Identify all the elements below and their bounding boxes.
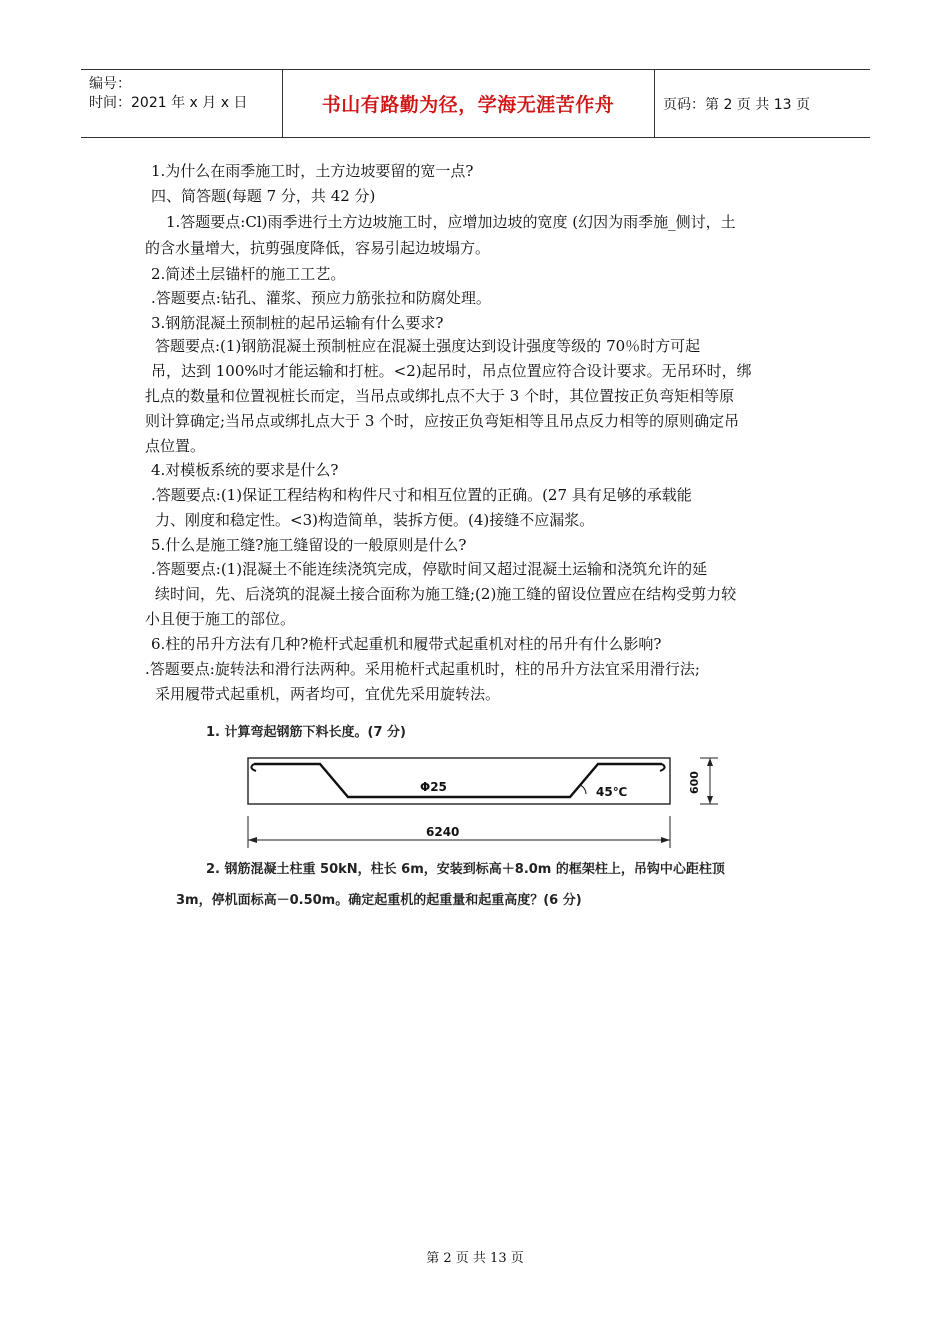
text-line: 续时间，先、后浇筑的混凝土接合面称为施工缝;(2)施工缝的留设位置应在结构受剪力较: [155, 585, 737, 603]
text-line: .答题要点:旋转法和滑行法两种。采用桅杆式起重机时，柱的吊升方法宜采用滑行法;: [145, 660, 700, 678]
text-line: 小且便于施工的部位。: [145, 610, 296, 628]
bent-rebar-diagram: [240, 750, 760, 855]
exam-question-1: 1. 计算弯起钢筋下料长度。(7 分): [206, 725, 406, 740]
height-dimension-label: 600: [688, 771, 701, 794]
page-footer: 第 2 页 共 13 页: [426, 1251, 524, 1266]
header-page-cell: [655, 70, 870, 137]
question-line: 4.对模板系统的要求是什么?: [151, 461, 339, 479]
question-line: 3.钢筋混凝土预制桩的起吊运输有什么要求?: [151, 314, 444, 332]
text-line: .答题要点:(1)混凝土不能连续浇筑完成，停歇时间又超过混凝土运输和浇筑允许的延: [151, 560, 708, 578]
page-header: [81, 69, 870, 138]
question-line: 5.什么是施工缝?施工缝留设的一般原则是什么?: [151, 536, 467, 554]
question-line: 2.简述土层锚杆的施工工艺。: [151, 265, 346, 283]
header-meta-cell: [81, 70, 283, 137]
text-line: 力、刚度和稳定性。<3)构造简单，装拆方便。(4)接缝不应漏浆。: [155, 511, 595, 529]
angle-arc: [580, 785, 586, 794]
text-line: 的含水量增大，抗剪强度降低，容易引起边坡塌方。: [145, 239, 491, 257]
text-line: 吊，达到 100%吋才能运输和打桩。<2)起吊时，吊点位置应符合设计要求。无吊环时，绑: [151, 362, 752, 380]
header-motto-cell: [282, 70, 655, 137]
text-line: 扎点的数量和位置视桩长而定，当吊点或绑扎点不大于 3 个时，其位置按正负弯矩相等原: [145, 387, 735, 405]
text-line: .答题要点:(1)保证工程结构和构件尺寸和相互位置的正确。(27 具有足够的承载能: [151, 486, 692, 504]
text-line: 答题要点:(1)钢筋混凝土预制桩应在混凝土强度达到设计强度等级的 70％时方可起: [155, 337, 701, 355]
exam-question-2-line-2: 3m，停机面标高－0.50m。确定起重机的起重量和起重高度？(6 分): [176, 893, 582, 908]
text-line: 1.答题要点:Cl)雨季进行土方边坡施工时，应增加边坡的宽度 (幻因为雨季施_侧讨，土: [166, 213, 736, 231]
text-line: 点位置。: [145, 437, 206, 455]
question-line: 6.柱的吊升方法有几种?桅杆式起重机和履带式起重机对柱的吊升有什么影响?: [151, 635, 662, 653]
exam-question-2-line-1: 2. 钢筋混凝土柱重 50kN，柱长 6m，安装到标高＋8.0m 的框架柱上，吊钩中心距柱顶: [206, 862, 725, 877]
text-line: 采用履带式起重机，两者均可，宜优先采用旋转法。: [155, 685, 501, 703]
text-line: 1.为什么在雨季施工时，土方边坡要留的宽一点?: [151, 162, 474, 180]
text-line: .答题要点:钻孔、灌浆、预应力筋张拉和防腐处理。: [151, 289, 491, 307]
length-dimension-label: 6240: [426, 825, 460, 839]
document-date-label: 时间：2021 年 x 月 x 日: [89, 95, 248, 111]
bend-angle-label: 45℃: [596, 785, 628, 799]
document-number-label: 编号：: [89, 76, 131, 92]
header-page-info: 页码：第 2 页 共 13 页: [663, 96, 810, 113]
section-heading: 四、简答题(每题 7 分，共 42 分): [151, 187, 376, 205]
bar-diameter-label: Φ25: [420, 780, 447, 794]
header-motto: 书山有路勤为径，学海无涯苦作舟: [321, 94, 615, 116]
text-line: 则计算确定;当吊点或绑扎点大于 3 个时，应按正负弯矩相等且吊点反力相等的原则确定吊: [145, 412, 740, 430]
